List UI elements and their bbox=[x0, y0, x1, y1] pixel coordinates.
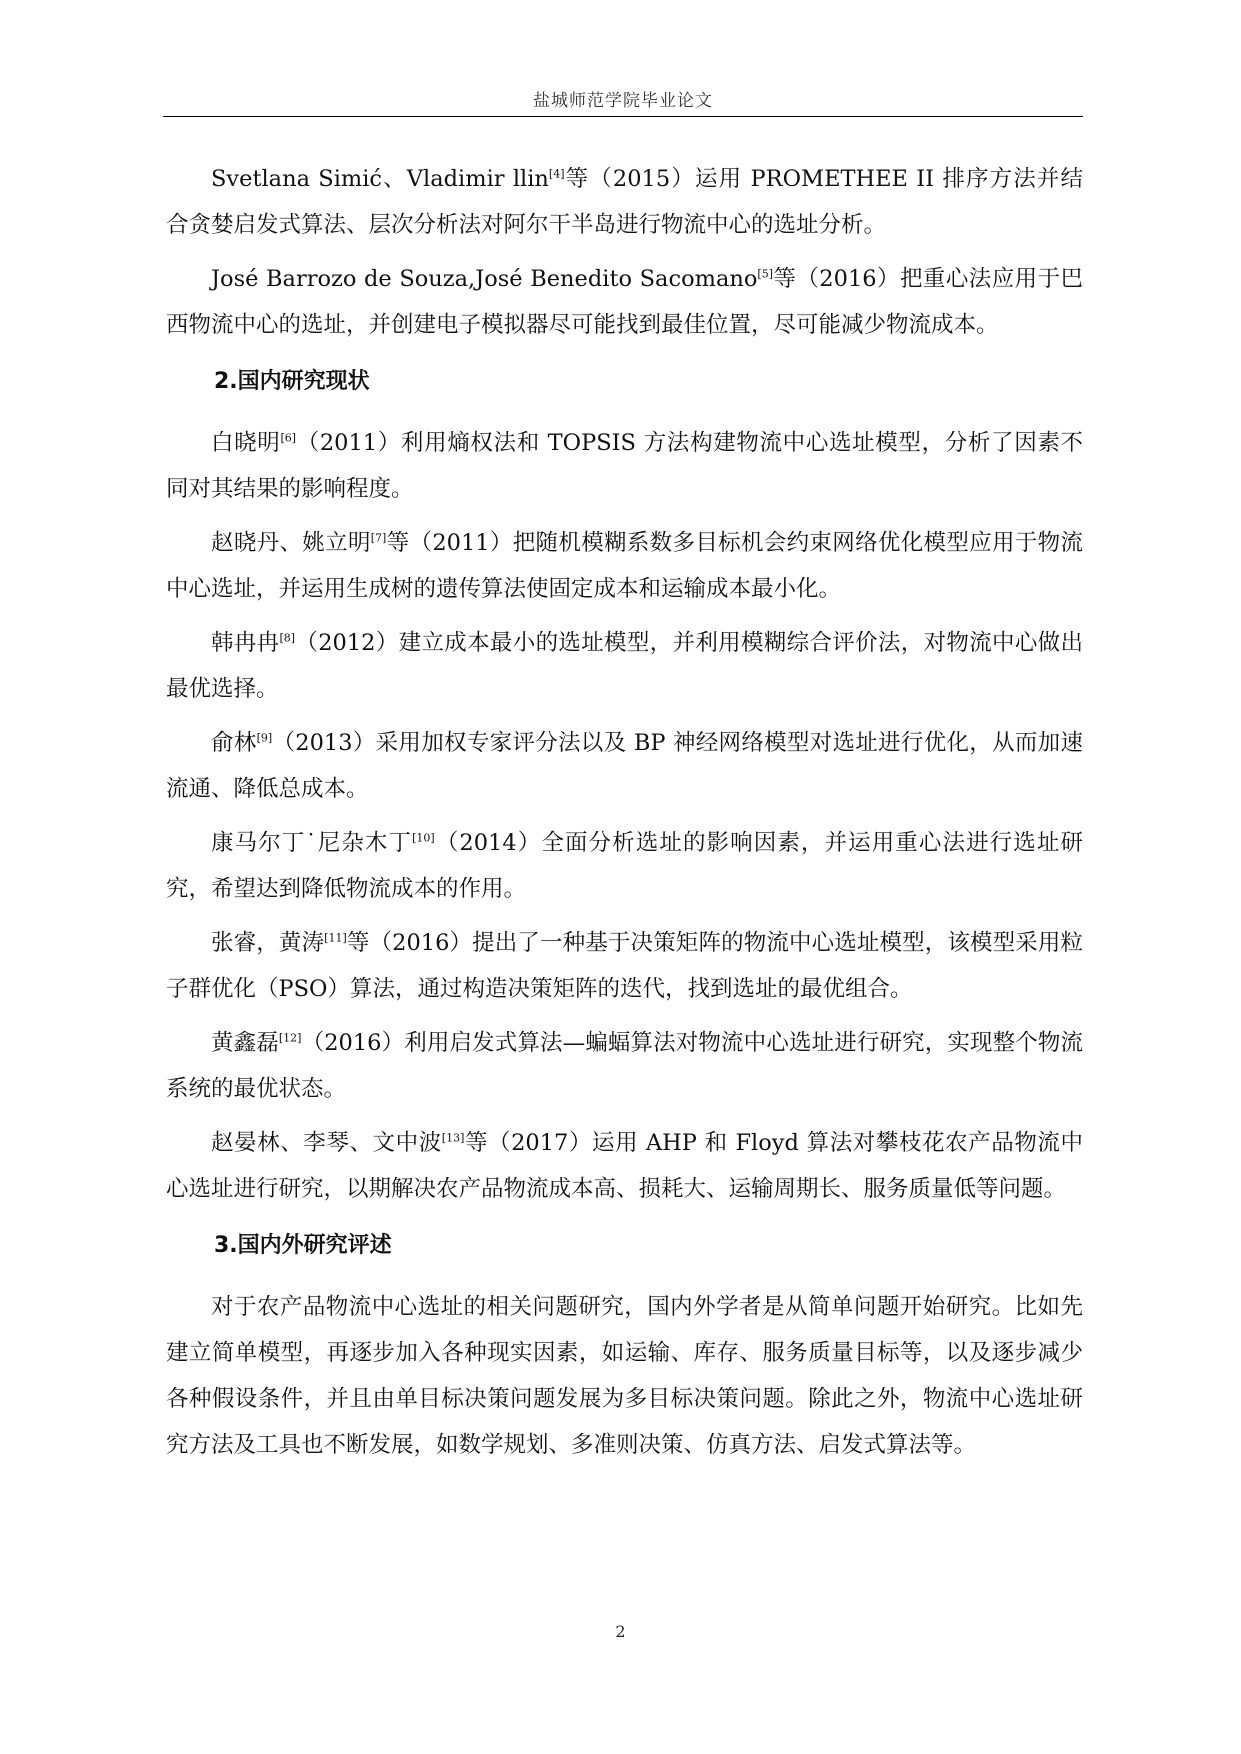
running-header: 盐城师范学院毕业论文 bbox=[533, 91, 713, 111]
page-body bbox=[166, 156, 1083, 1476]
paragraph-simic: Svetlana Simić、Vladimir llin[4]等（2015）运用 PROMETHEE II 排序方法并结合贪婪启发式算法、层次分析法对阿尔干半岛进行物流中心的选址分析。 bbox=[166, 166, 1083, 238]
citation-ref: [8] bbox=[279, 631, 296, 645]
paragraph-huang: 黄鑫磊[12]（2016）利用启发式算法—蝙蝠算法对物流中心选址进行研究，实现整个物流系统的最优状态。 bbox=[166, 1030, 1083, 1102]
paragraph-zhao-yanlin: 赵晏林、李琴、文中波[13]等（2017）运用 AHP 和 Floyd 算法对攀枝花农产品物流中心选址进行研究，以期解决农产品物流成本高、损耗大、运输周期长、服务质量低等问题。 bbox=[166, 1130, 1083, 1202]
citation-ref: [9] bbox=[256, 731, 273, 745]
citation-ref: [6] bbox=[280, 431, 297, 445]
page-number: 2 bbox=[615, 1622, 626, 1641]
paragraph-zhao: 赵晓丹、姚立明[7]等（2011）把随机模糊系数多目标机会约束网络优化模型应用于物流中心选址，并运用生成树的遗传算法使固定成本和运输成本最小化。 bbox=[166, 530, 1083, 602]
paragraph-bai: 白晓明[6]（2011）利用熵权法和 TOPSIS 方法构建物流中心选址模型，分析了因素不同对其结果的影响程度。 bbox=[166, 430, 1083, 502]
citation-ref: [5] bbox=[757, 267, 773, 281]
header-rule bbox=[163, 116, 1083, 117]
paragraph-kang: 康马尔丁˙尼杂木丁[10]（2014）全面分析选址的影响因素，并运用重心法进行选址研究，希望达到降低物流成本的作用。 bbox=[166, 830, 1083, 902]
citation-ref: [4] bbox=[548, 167, 565, 181]
citation-ref: [11] bbox=[324, 931, 347, 945]
citation-ref: [10] bbox=[412, 831, 435, 845]
citation-ref: [12] bbox=[278, 1031, 302, 1045]
citation-ref: [13] bbox=[441, 1131, 465, 1145]
paragraph-review: 对于农产品物流中心选址的相关问题研究，国内外学者是从简单问题开始研究。比如先建立简单模型，再逐步加入各种现实因素，如运输、库存、服务质量目标等，以及逐步减少各种假设条件，并且由单目标决策问题发展为多目标决策问题。除此之外，物流中心选址研究方法及工具也不断发展，如数学规划、多准则决策、仿真方法、启发式算法等。 bbox=[166, 1294, 1083, 1458]
section-heading-domestic: 2.国内研究现状 bbox=[214, 369, 370, 394]
paragraph-han: 韩冉冉[8]（2012）建立成本最小的选址模型，并利用模糊综合评价法，对物流中心做出最优选择。 bbox=[166, 630, 1083, 702]
paragraph-zhang: 张睿，黄涛[11]等（2016）提出了一种基于决策矩阵的物流中心选址模型，该模型采用粒子群优化（PSO）算法，通过构造决策矩阵的迭代，找到选址的最优组合。 bbox=[166, 930, 1083, 1002]
paragraph-souza: José Barrozo de Souza,José Benedito Sacomano[5]等（2016）把重心法应用于巴西物流中心的选址，并创建电子模拟器尽可能找到最佳位置，尽可能减少物流成本。 bbox=[166, 266, 1084, 338]
citation-ref: [7] bbox=[370, 531, 387, 545]
paragraph-yu: 俞林[9]（2013）采用加权专家评分法以及 BP 神经网络模型对选址进行优化，从而加速流通、降低总成本。 bbox=[166, 730, 1083, 802]
section-heading-review: 3.国内外研究评述 bbox=[214, 1233, 392, 1258]
